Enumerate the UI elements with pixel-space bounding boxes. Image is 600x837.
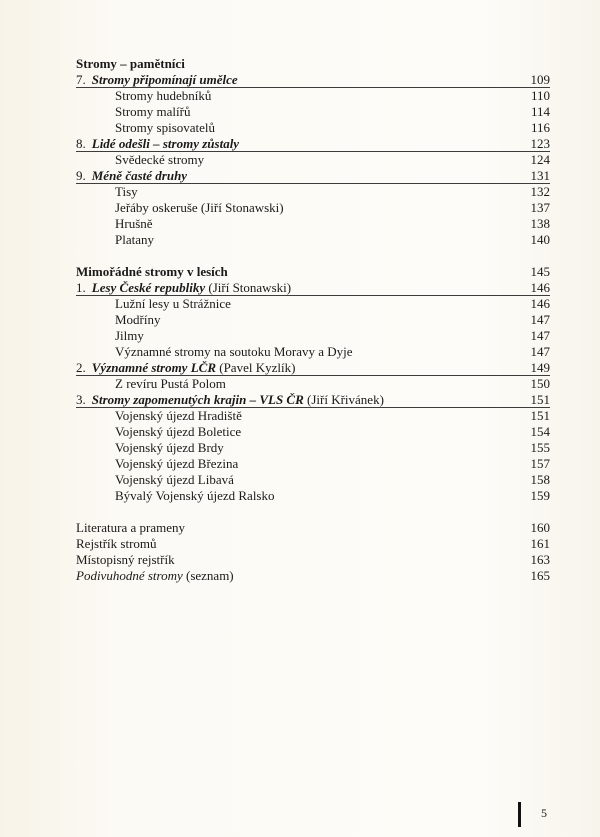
chapter-number: 1. (76, 280, 86, 295)
page-number: 155 (530, 440, 550, 455)
toc-entry (76, 184, 550, 200)
page-number: 151 (530, 392, 550, 407)
toc-entry (76, 152, 550, 168)
toc-entry (76, 488, 550, 504)
chapter-author: (Jiří Stonawski) (205, 280, 292, 295)
page-number: 140 (530, 232, 550, 247)
page-number: 150 (530, 376, 550, 391)
spacer (76, 504, 550, 520)
toc-entry (76, 216, 550, 232)
toc-entry (76, 456, 550, 472)
page-number: 147 (530, 328, 550, 343)
page-number: 123 (530, 136, 550, 151)
chapter-number: 7. (76, 72, 86, 87)
page-marker-bar (518, 802, 521, 827)
entry-title: Svědecké stromy (115, 152, 205, 167)
entry-title: Místopisný rejstřík (76, 552, 175, 567)
entry-title: Hrušně (115, 216, 153, 231)
table-of-contents (76, 56, 550, 584)
toc-entry (76, 296, 550, 312)
chapter-title: Stromy zapomenutých krajin – VLS ČR (91, 392, 304, 407)
toc-entry (76, 104, 550, 120)
page-number: 137 (530, 200, 550, 215)
toc-entry (76, 344, 550, 360)
page-number: 146 (530, 280, 550, 295)
entry-title: Tisy (115, 184, 138, 199)
entry-note: (seznam) (182, 568, 234, 583)
toc-entry (76, 520, 550, 536)
entry-title: Stromy hudebníků (115, 88, 212, 103)
folio-page-number: 5 (541, 806, 547, 820)
entry-title: Vojenský újezd Brdy (115, 440, 224, 455)
entry-title: Rejstřík stromů (76, 536, 157, 551)
entry-title: Z revíru Pustá Polom (115, 376, 226, 391)
chapter-number: 9. (76, 168, 86, 183)
page-number: 154 (530, 424, 550, 439)
chapter-number: 2. (76, 360, 86, 375)
toc-entry (76, 408, 550, 424)
page-number: 146 (530, 296, 550, 311)
section-title: Mimořádné stromy v lesích (76, 264, 228, 279)
page-number: 124 (530, 152, 550, 167)
section-title: Stromy – pamětníci (76, 56, 185, 71)
chapter-title: Lidé odešli – stromy zůstaly (91, 136, 240, 151)
toc-entry (76, 328, 550, 344)
page-number: 163 (530, 552, 550, 567)
chapter-author: (Pavel Kyzlík) (216, 360, 296, 375)
page-number: 158 (530, 472, 550, 487)
entry-title: Stromy spisovatelů (115, 120, 216, 135)
page-number: 138 (530, 216, 550, 231)
page-number: 149 (530, 360, 550, 375)
page-number: 151 (530, 408, 550, 423)
entry-title: Vojenský újezd Hradiště (115, 408, 242, 423)
toc-chapter (76, 168, 550, 184)
toc-entry (76, 424, 550, 440)
entry-title: Vojenský újezd Libavá (115, 472, 234, 487)
entry-title: Významné stromy na soutoku Moravy a Dyje (115, 344, 353, 359)
page-number: 116 (530, 120, 550, 135)
chapter-title: Stromy připomínají umělce (91, 72, 238, 87)
chapter-title: Významné stromy LČR (91, 360, 216, 375)
entry-title: Bývalý Vojenský újezd Ralsko (115, 488, 275, 503)
page-number: 114 (530, 104, 550, 119)
spacer (76, 248, 550, 264)
page-number: 131 (530, 168, 550, 183)
toc-entry (76, 552, 550, 568)
entry-title: Lužní lesy u Strážnice (115, 296, 231, 311)
entry-title: Platany (115, 232, 154, 247)
entry-title: Stromy malířů (115, 104, 191, 119)
page-number: 165 (530, 568, 550, 583)
page-number: 132 (530, 184, 550, 199)
page-number: 147 (530, 312, 550, 327)
toc-entry (76, 120, 550, 136)
page-number: 160 (530, 520, 550, 535)
toc-entry (76, 312, 550, 328)
section-heading (76, 264, 550, 280)
entry-title: Vojenský újezd Březina (115, 456, 239, 471)
chapter-author: (Jiří Křivánek) (303, 392, 384, 407)
toc-chapter (76, 136, 550, 152)
chapter-title: Méně časté druhy (91, 168, 188, 183)
entry-title: Vojenský újezd Boletice (115, 424, 242, 439)
toc-entry (76, 376, 550, 392)
entry-title: Modříny (115, 312, 161, 327)
page-number: 157 (530, 456, 550, 471)
toc-chapter (76, 392, 550, 408)
entry-title: Jilmy (115, 328, 144, 343)
page-number: 147 (530, 344, 550, 359)
toc-entry (76, 472, 550, 488)
section-heading (76, 56, 550, 72)
toc-entry (76, 536, 550, 552)
entry-title: Literatura a prameny (76, 520, 185, 535)
chapter-title: Lesy České republiky (91, 280, 206, 295)
toc-entry (76, 200, 550, 216)
page-number: 145 (530, 264, 550, 279)
toc-entry (76, 568, 550, 584)
toc-entry (76, 232, 550, 248)
entry-title: Podivuhodné stromy (76, 568, 183, 583)
chapter-number: 8. (76, 136, 86, 151)
page-number: 110 (530, 88, 550, 103)
toc-chapter (76, 72, 550, 88)
chapter-number: 3. (76, 392, 86, 407)
page-number: 159 (530, 488, 550, 503)
toc-chapter (76, 360, 550, 376)
page-number: 109 (530, 72, 550, 87)
page-number: 161 (530, 536, 550, 551)
toc-chapter (76, 280, 550, 296)
toc-entry (76, 88, 550, 104)
toc-entry (76, 440, 550, 456)
entry-title: Jeřáby oskeruše (Jiří Stonawski) (115, 200, 284, 215)
